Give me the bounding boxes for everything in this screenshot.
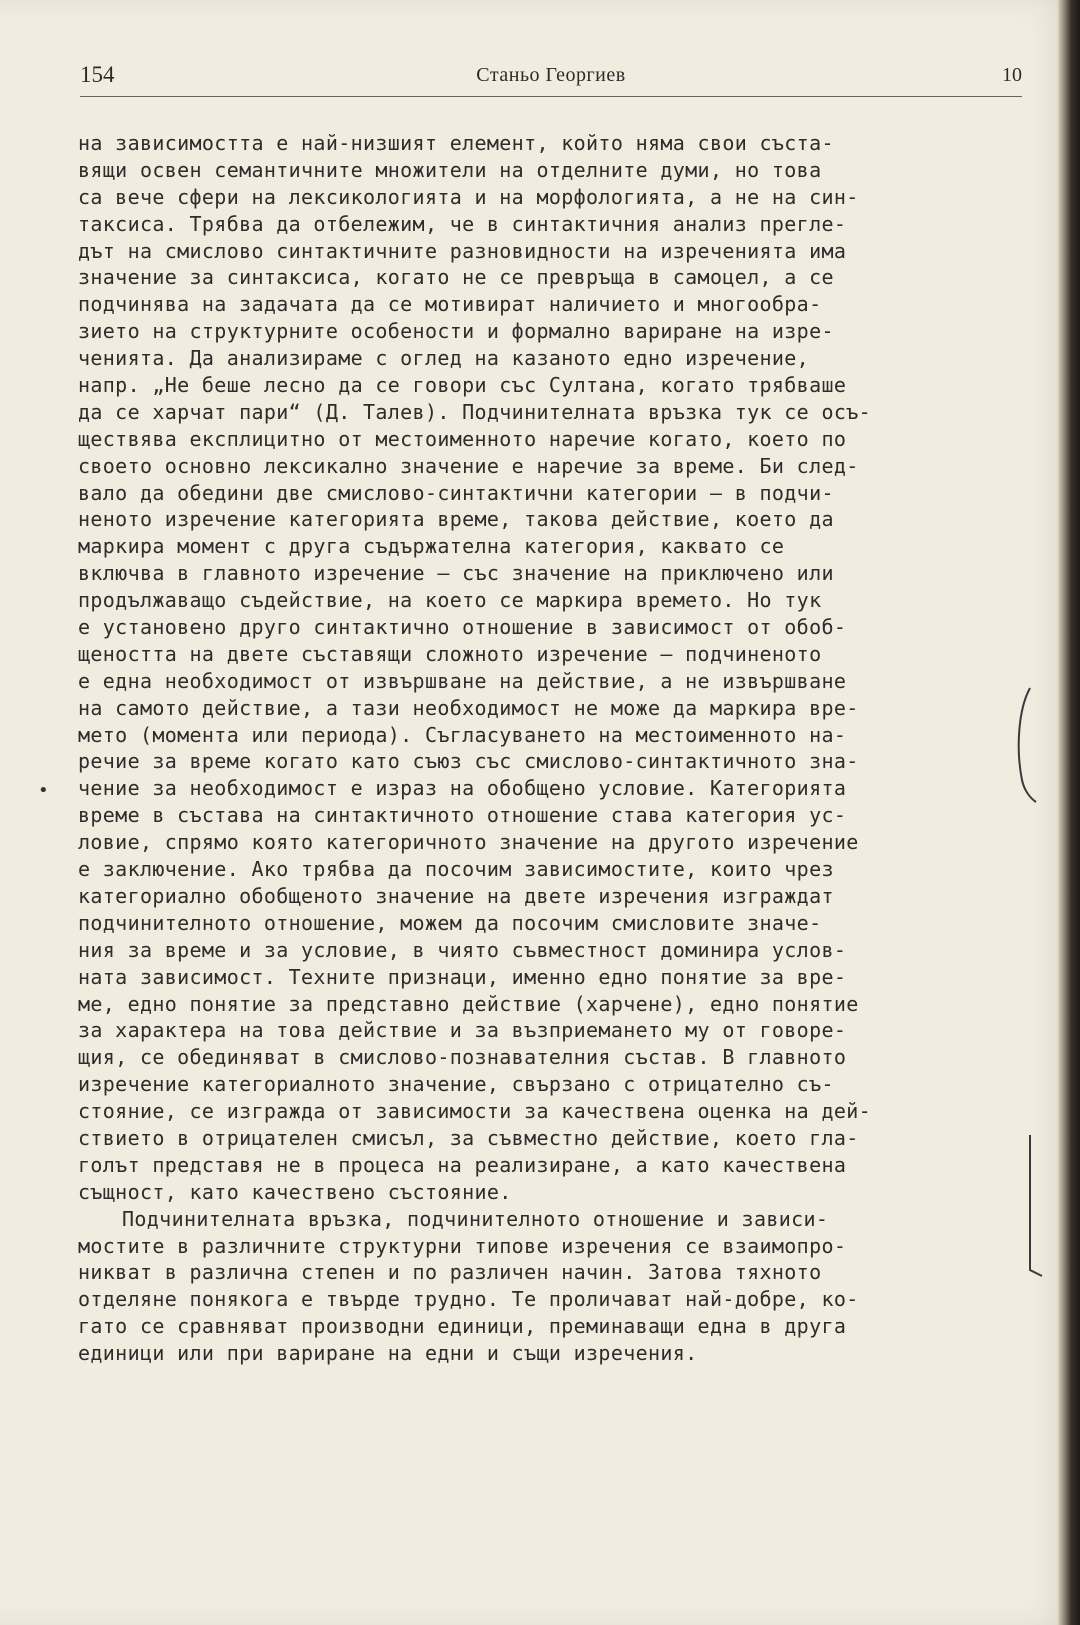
running-header — [80, 62, 1022, 92]
text-line: зието на структурните особености и формално вариране на изре- — [78, 319, 834, 344]
text-line: включва в главното изречение — със значение на приключено или — [78, 561, 834, 586]
text-line: щеността на двете съставящи сложното изречение — подчиненото — [78, 641, 822, 666]
margin-bracket-mark — [1010, 680, 1050, 810]
margin-line-mark — [1020, 1130, 1050, 1280]
text-line: значение за синтаксиса, когато не се превръща в самоцел, а се — [78, 265, 834, 290]
text-line: своето основно лексикално значение е наречие за време. Би след- — [78, 453, 859, 478]
text-line: вало да обедини две смислово-синтактични категории — в подчи- — [78, 480, 834, 505]
text-line: маркира момент с друга съдържателна категория, каквато се — [78, 534, 785, 559]
text-line: категориално обобщеното значение на двете изречения изграждат — [78, 883, 834, 908]
text-line: щия, се обединяват в смислово-познавателния състав. В главното — [78, 1045, 847, 1070]
text-line: дът на смислово синтактичните разновидности на изреченията има — [78, 238, 847, 263]
text-line: същност, като качествено състояние. — [78, 1179, 512, 1204]
paragraph-1 — [78, 130, 1014, 1206]
text-line: неното изречение категорията време, такова действие, което да — [78, 507, 834, 532]
text-line: отделяне понякога е твърде трудно. Те проличават най-добре, ко- — [78, 1287, 859, 1312]
signature-mark: 10 — [1002, 64, 1022, 86]
text-line: мето (момента или периода). Съгласуването на местоименното на- — [78, 722, 847, 747]
text-line: таксиса. Трябва да отбележим, че в синтактичния анализ прегле- — [78, 211, 847, 236]
text-line: голът представя не в процеса на реализиране, а като качествена — [78, 1152, 847, 1177]
text-line: речие за време когато като съюз със смислово-синтактичното зна- — [78, 749, 859, 774]
text-line: вящи освен семантичните множители на отделните думи, но това — [78, 157, 822, 182]
text-line: изречение категориалното значение, свързано с отрицателно съ- — [78, 1072, 834, 1097]
text-line: на зависимостта е най-низшият елемент, който няма свои съста- — [78, 131, 834, 155]
text-line: подчинява на задачата да се мотивират наличието и многообра- — [78, 292, 822, 317]
margin-dot: • — [38, 780, 49, 801]
text-line: са вече сфери на лексикологията и на морфологията, а не на син- — [78, 184, 859, 209]
text-line: продължаващо съдействие, на което се маркира времето. Но тук — [78, 588, 822, 613]
text-line: гато се сравняват производни единици, преминаващи една в друга — [78, 1314, 847, 1339]
text-line: подчинителното отношение, можем да посочим смисловите значе- — [78, 910, 822, 935]
text-line: ния за време и за условие, в чиято съвместност доминира услов- — [78, 937, 847, 962]
text-line: ченията. Да анализираме с оглед на казаното едно изречение, — [78, 346, 810, 371]
text-line: ловие, спрямо която категоричното значение на другото изречение — [78, 830, 859, 855]
header-rule — [80, 96, 1022, 97]
text-line: ствието в отрицателен смисъл, за съвместно действие, което гла- — [78, 1125, 859, 1150]
text-line: единици или при вариране на едни и същи изречения. — [78, 1341, 698, 1366]
text-line: време в състава на синтактичното отношение става категория ус- — [78, 803, 847, 828]
text-line: е заключение. Ако трябва да посочим зависимостите, които чрез — [78, 857, 834, 882]
text-line: на самото действие, а тази необходимост не може да маркира вре- — [78, 695, 859, 720]
text-line: никват в различна степен и по различен начин. Затова тяхното — [78, 1260, 822, 1285]
text-line: мостите в различните структурни типове изречения се взаимопро- — [78, 1233, 847, 1258]
text-line: напр. „Не беше лесно да се говори със Султана, когато трябваше — [78, 373, 847, 398]
text-line: е една необходимост от извършване на действие, а не извършване — [78, 668, 847, 693]
body-text — [78, 130, 1014, 1367]
text-line: ме, едно понятие за представно действие (харчене), едно понятие — [78, 991, 859, 1016]
paragraph-2 — [78, 1206, 1014, 1367]
text-line: стояние, се изгражда от зависимости за качествена оценка на дей- — [78, 1099, 872, 1124]
text-line: чение за необходимост е израз на обобщено условие. Категорията — [78, 776, 847, 801]
book-spine — [1058, 0, 1080, 1625]
text-line: за характера на това действие и за възприемането му от говоре- — [78, 1018, 847, 1043]
text-line: ществява експлицитно от местоименното наречие когато, което по — [78, 426, 847, 451]
text-line: е установено друго синтактично отношение в зависимост от обоб- — [78, 615, 847, 640]
text-line: Подчинителната връзка, подчинителното отношение и зависи- — [122, 1206, 829, 1231]
text-line: ната зависимост. Техните признаци, именно едно понятие за вре- — [78, 964, 847, 989]
running-head-author: Станьо Георгиев — [476, 64, 626, 86]
text-line: да се харчат пари“ (Д. Талев). Подчинителната връзка тук се осъ- — [78, 399, 872, 424]
page-number: 154 — [80, 62, 115, 87]
